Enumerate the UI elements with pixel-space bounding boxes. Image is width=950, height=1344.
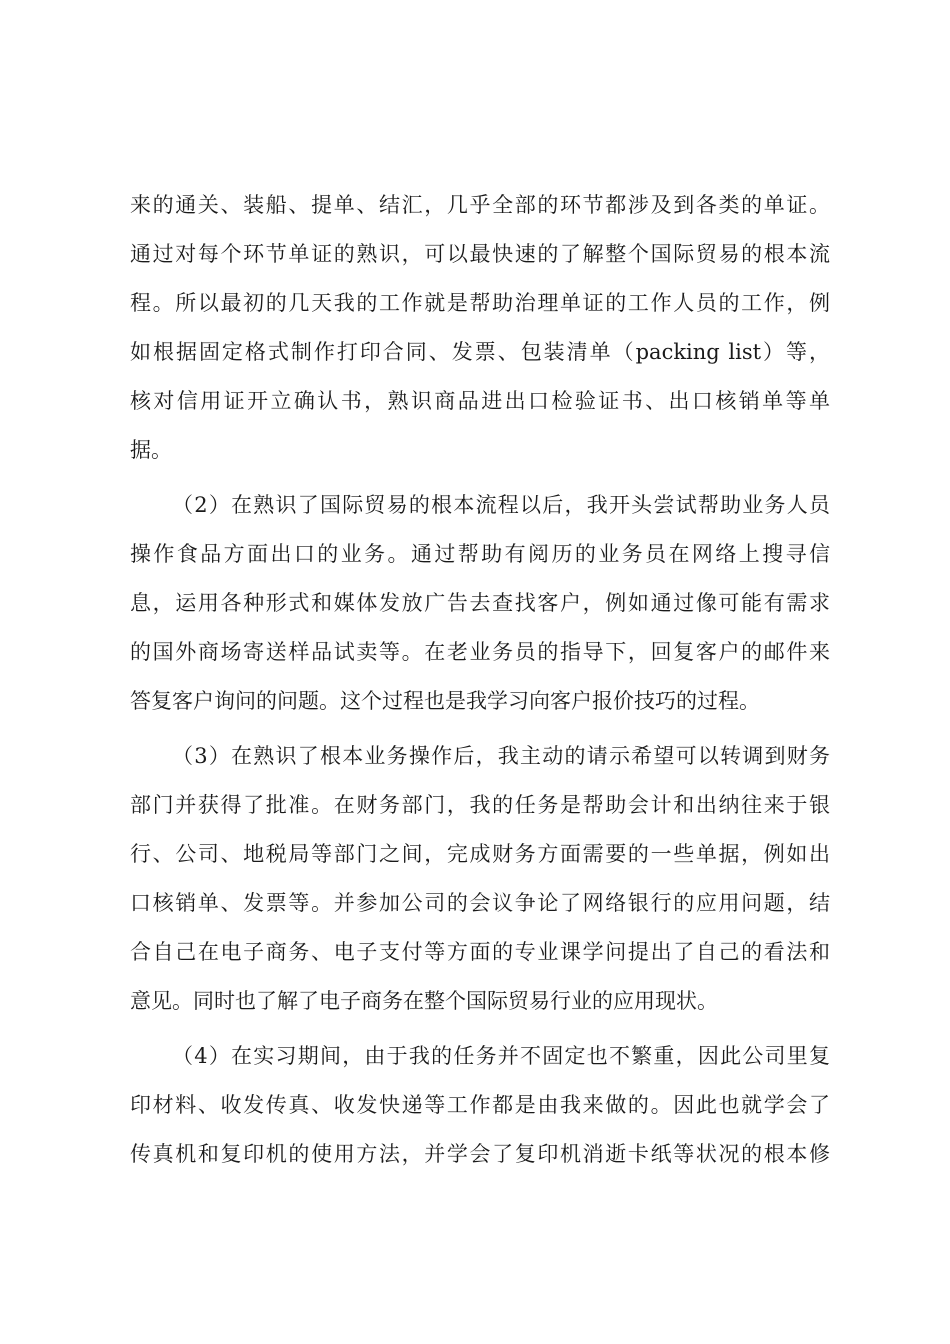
text-line: 口核销单、发票等。并参加公司的会议争论了网络银行的应用问题，结 (130, 891, 830, 915)
text-line: 印材料、收发传真、收发快递等工作都是由我来做的。因此也就学会了 (130, 1093, 830, 1117)
text-line: 传真机和复印机的使用方法，并学会了复印机消逝卡纸等状况的根本修 (130, 1142, 830, 1166)
text-line: 程。所以最初的几天我的工作就是帮助治理单证的工作人员的工作，例 (130, 291, 830, 315)
paragraph-first-line: （2）在熟识了国际贸易的根本流程以后，我开头尝试帮助业务人员 (172, 493, 830, 517)
text-line: 来的通关、装船、提单、结汇，几乎全部的环节都涉及到各类的单证。 (130, 193, 830, 217)
paragraph-first-line: （3）在熟识了根本业务操作后，我主动的请示希望可以转调到财务 (172, 744, 830, 768)
text-line: 答复客户询问的问题。这个过程也是我学习向客户报价技巧的过程。 (130, 689, 760, 713)
text-line: 据。 (130, 438, 172, 462)
text-line: 如根据固定格式制作打印合同、发票、包装清单（packing list）等， (130, 340, 830, 364)
text-line: 部门并获得了批准。在财务部门，我的任务是帮助会计和出纳往来于银 (130, 793, 830, 817)
text-line: 息，运用各种形式和媒体发放广告去查找客户，例如通过像可能有需求 (130, 591, 830, 615)
text-line: 合自己在电子商务、电子支付等方面的专业课学问提出了自己的看法和 (130, 940, 830, 964)
text-line: 行、公司、地税局等部门之间，完成财务方面需要的一些单据，例如出 (130, 842, 830, 866)
text-line: 通过对每个环节单证的熟识，可以最快速的了解整个国际贸易的根本流 (130, 242, 830, 266)
text-line: 意见。同时也了解了电子商务在整个国际贸易行业的应用现状。 (130, 989, 718, 1013)
text-line: 核对信用证开立确认书，熟识商品进出口检验证书、出口核销单等单 (130, 389, 830, 413)
text-line: 的国外商场寄送样品试卖等。在老业务员的指导下，回复客户的邮件来 (130, 640, 830, 664)
paragraph-first-line: （4）在实习期间，由于我的任务并不固定也不繁重，因此公司里复 (172, 1044, 830, 1068)
text-line: 操作食品方面出口的业务。通过帮助有阅历的业务员在网络上搜寻信 (130, 542, 830, 566)
